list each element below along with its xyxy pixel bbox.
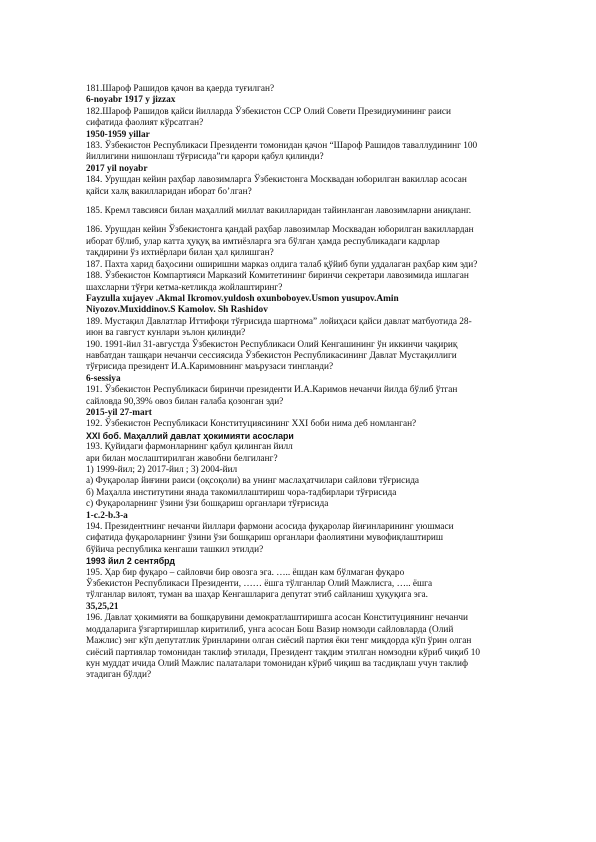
text-line: тўлганлар вилоят, туман ва шаҳар Кенгашларига депутат этиб сайланиш ҳуқуқига эга. [86, 590, 428, 601]
text-line: этадиган бўлди? [86, 670, 152, 681]
answer-line: 2017 yil noyabr [86, 163, 148, 174]
text-line: 183. Ўзбекистон Республикаси Президенти томонидан қачон “Шароф Рашидов таваллудининг 100 [86, 141, 478, 152]
text-line: 187. Пахта харид баҳосини оширишни марказ олдига талаб қўйиб бупи уддалаган раҳбар ким эди? [86, 259, 478, 270]
text-line: 196. Давлат ҳокимияти ва бошқарувини демократлаштиришга асосан Конституциянинг нечанчи [86, 613, 469, 624]
text-line: қайси халқ вакилларидан иборат бо’лган? [86, 186, 252, 197]
answer-line: 6-noyabr 1917 y jizzax [86, 95, 176, 106]
text-line: 189. Мустақил Давлатлар Иттифоқи тўғрисида шартнома” лойиҳаси қайси давлат матбуотида 28- [86, 316, 472, 327]
text-line: Мажлис) энг кўп депутатлик ўринларини олган сиёсий партия ёки тенг миқдорда кўп ўрин олган [86, 636, 472, 647]
text-line: сифатида фуқароларнинг ўзини ўзи бошқариш органлари фаолиятини мувофиқлаштириш [86, 533, 444, 544]
text-line: с) Фуқароларнинг ўзини ўзи бошқариш органлари тўғрисида [86, 499, 329, 510]
text-line: июн ва гавгуст кунлари эълон қилинди? [86, 328, 246, 339]
text-line: шахсларни тўғри кетма-кетликда жойлаштиринг? [86, 282, 283, 293]
text-line: тақдирини ўз ихтиёрлари билан ҳал қилишган? [86, 248, 274, 259]
text-line: иборат бўлиб, улар катта ҳуқуқ ва имтиёзларга эга бўлган ҳамда республикадаги кадрлар [86, 236, 440, 247]
text-line: 191. Ўзбекистон Республикаси биринчи президенти И.А.Каримов нечанчи йилда бўлиб ўтган [86, 385, 458, 396]
text-line: а) Фуқаролар йиғини раиси (оқсоқоли) ва унинг маслаҳатчилари сайлови тўғрисида [86, 476, 420, 487]
text-line: навбатдан ташқари нечанчи сессиясида Ўзбекистон Республикасининг Давлат Мустақиллиги [86, 350, 457, 361]
text-line: 185. Кремл тавсияси билан маҳаллий миллат вакилларидан тайинланган лавозимларни аниқланг. [86, 206, 472, 217]
text-line: сифатида фаолият кўрсатган? [86, 118, 204, 129]
text-line: 182.Шароф Рашидов қайси йилларда Ўзбекистон ССР Олий Совети Президиумининг раиси [86, 106, 451, 117]
text-line: 188. Ўзбекистон Компартияси Марказий Комитетининг биринчи секретари лавозимида ишлаган [86, 271, 469, 282]
text-line: 194. Президентнинг нечанчи йиллари фармони асосида фуқаролар йиғинларининг уюшмаси [86, 522, 454, 533]
text-line: 184. Урушдан кейин раҳбар лавозимларга Ўзбекистонга Москвадан юборилган вакиллар асосан [86, 175, 467, 186]
text-line: 192. Ўзбекистон Республикаси Конституциясининг XXI боби нима деб номланган? [86, 419, 417, 430]
answer-line: 1993 йил 2 сентябрд [86, 556, 175, 567]
text-line: Ўзбекистон Республикаси Президенти, …… ёшга тўлганлар Олий Мажлисга, ….. ёшга [86, 579, 433, 590]
text-line: 193. Қуйидаги фармонларнинг қабул қилинган йилл [86, 442, 293, 453]
answer-line: 1950-1959 yillar [86, 129, 150, 140]
text-line: 1) 1999-йил; 2) 2017-йил ; 3) 2004-йил [86, 465, 238, 475]
text-line: 186. Урушдан кейин Ўзбекистонга қандай раҳбар лавозимлар Москвадан юборилган вакиллардан [86, 225, 474, 236]
answer-line: 35,25,21 [86, 601, 119, 612]
text-line: бўйича республика кенгаши ташкил этилди? [86, 544, 264, 555]
answer-line: Niyozov.Muxiddinov.S Kamolov. Sh Rashidov [86, 305, 268, 316]
answer-line: 1-c.2-b.3-a [86, 510, 128, 521]
document-page [86, 84, 548, 682]
text-line: сиёсий партиялар томонидан таклиф этилади, Президент тақдим этилган номзодни кўриб чиқиб 10 [86, 647, 481, 658]
text-line: 190. 1991-йил 31-августда Ўзбекистон Республикаси Олий Кенгашининг ўн иккинчи чақириқ [86, 339, 458, 350]
text-line: йиллигини нишонлаш тўғрисида”ги қарори қабул қилинди? [86, 152, 324, 163]
text-line: 181.Шароф Рашидов қачон ва қаерда туғилган? [86, 84, 275, 94]
text-line: сайловда 90,39% овоз билан ғалаба қозонган эди? [86, 396, 284, 407]
answer-line: Fayzulla xujayev .Akmal Ikromov.yuldosh oxunboboyev.Usmon yusupov.Amin [86, 293, 399, 304]
answer-line: 2015-yil 27-mart [86, 407, 152, 418]
text-line: 195. Ҳар бир фуқаро – сайловчи бир овозга эга. ….. ёшдан кам бўлмаган фуқаро [86, 567, 405, 578]
text-line: тўғрисида президент И.А.Каримовнинг маърузаси тингланди? [86, 362, 334, 373]
text-line: кун муддат ичида Олий Мажлис палаталари томонидан кўриб чиқиш ва тасдиқлаш учун таклиф [86, 658, 469, 669]
answer-line: XXI боб. Маҳаллий давлат ҳокимияти асослари [86, 430, 294, 441]
blank-line [86, 198, 548, 206]
text-line: моддаларига ўзгартиришлар киритилиб, унга асосан Бош Вазир номзоди сайловларда (Олий [86, 624, 454, 635]
text-line: ари билан мослаштирилган жавобни белгиланг? [86, 453, 278, 464]
answer-line: 6-sessiya [86, 373, 121, 384]
text-line: б) Маҳалла институтини янада такомиллаштириш чора-тадбирлари тўғрисида [86, 487, 397, 498]
